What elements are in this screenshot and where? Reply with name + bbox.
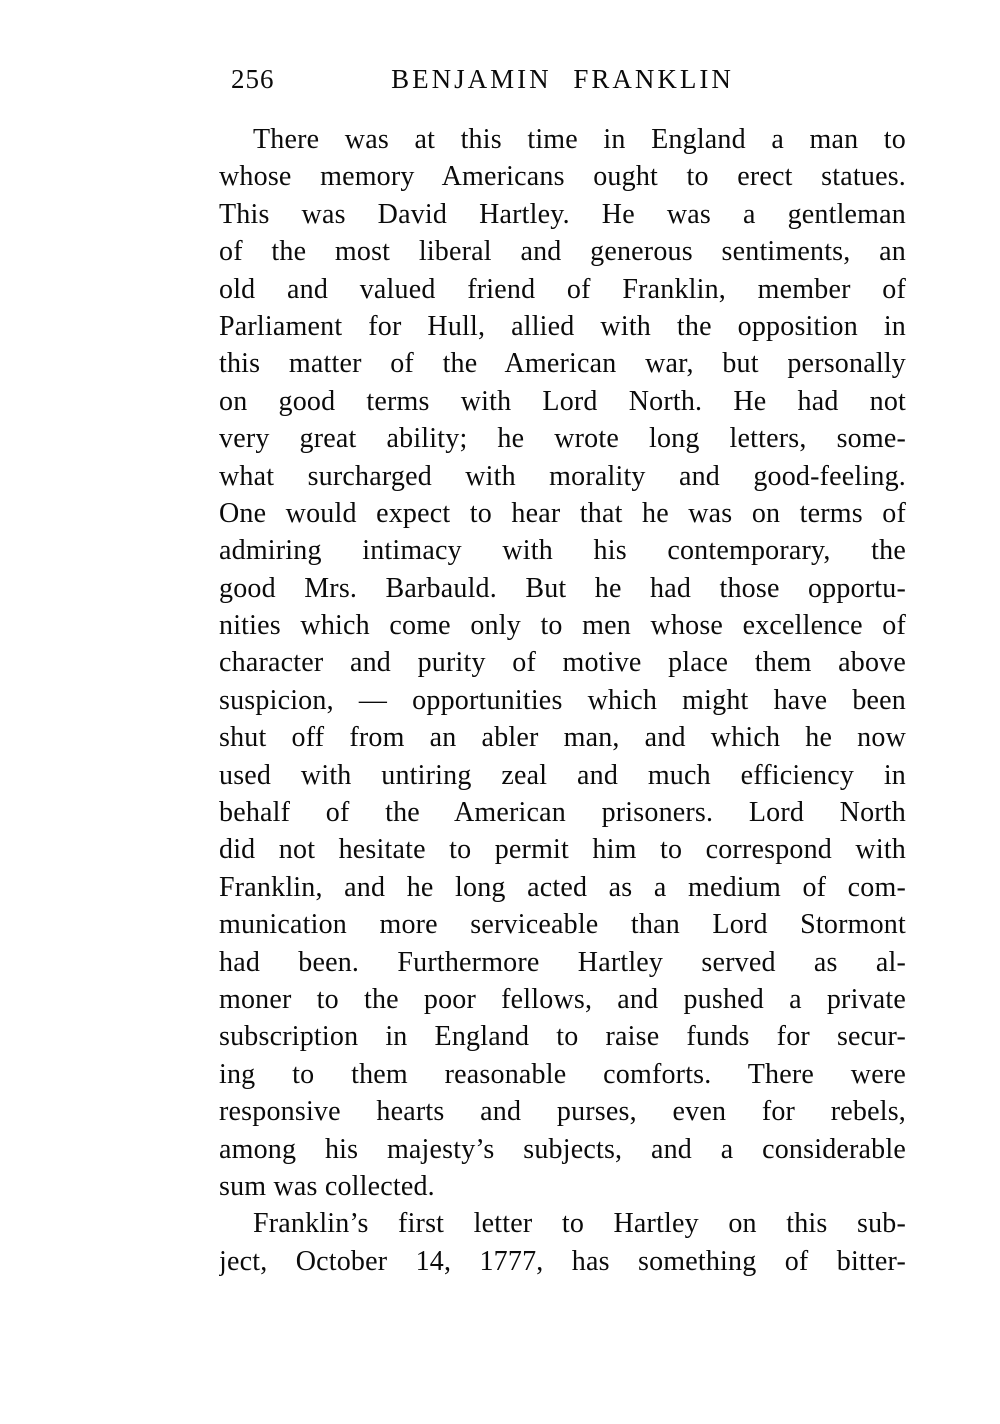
paragraph xyxy=(219,1205,906,1280)
text-line: did not hesitate to permit him to correspond with xyxy=(219,834,906,866)
text-line: suspicion, — opportunities which might have been xyxy=(219,684,906,716)
text-line: munication more serviceable than Lord Stormont xyxy=(219,909,906,941)
text-line: subscription in England to raise funds for secur- xyxy=(219,1021,906,1053)
text-line: admiring intimacy with his contemporary, the xyxy=(219,535,906,567)
text-line: whose memory Americans ought to erect statues. xyxy=(219,161,906,193)
running-header: BENJAMIN FRANKLIN xyxy=(391,64,734,94)
text-line: on good terms with Lord North. He had not xyxy=(219,385,906,417)
text-line: shut off from an abler man, and which he now xyxy=(219,722,906,754)
text-line: There was at this time in England a man to xyxy=(253,124,906,155)
text-line: character and purity of motive place them above xyxy=(219,647,906,679)
page-body xyxy=(219,121,906,1280)
text-line: of the most liberal and generous sentiments, an xyxy=(219,236,906,268)
text-line: Franklin’s first letter to Hartley on this sub- xyxy=(253,1208,906,1240)
paragraph xyxy=(219,121,906,1205)
text-line: very great ability; he wrote long letters, some- xyxy=(219,423,906,455)
text-line: this matter of the American war, but personally xyxy=(219,348,906,380)
text-line: Franklin, and he long acted as a medium of com- xyxy=(219,871,906,903)
text-line: old and valued friend of Franklin, member of xyxy=(219,273,906,305)
text-line: moner to the poor fellows, and pushed a private xyxy=(219,983,906,1015)
text-line: used with untiring zeal and much efficiency in xyxy=(219,759,906,791)
text-column xyxy=(219,64,906,1280)
text-line: among his majesty’s subjects, and a considerable xyxy=(219,1133,906,1165)
text-line: sum was collected. xyxy=(219,1170,435,1202)
text-line: This was David Hartley. He was a gentleman xyxy=(219,198,906,230)
text-line: ing to them reasonable comforts. There were xyxy=(219,1058,906,1090)
text-line: One would expect to hear that he was on terms of xyxy=(219,497,906,529)
text-line: behalf of the American prisoners. Lord North xyxy=(219,797,906,829)
text-line: responsive hearts and purses, even for rebels, xyxy=(219,1096,906,1128)
text-line: Parliament for Hull, allied with the opposition in xyxy=(219,310,906,342)
page-header xyxy=(219,64,906,96)
page-number: 256 xyxy=(231,64,275,94)
text-line: what surcharged with morality and good-feeling. xyxy=(219,460,906,492)
text-line: nities which come only to men whose excellence of xyxy=(219,610,906,642)
text-line: had been. Furthermore Hartley served as al- xyxy=(219,946,906,978)
text-line: good Mrs. Barbauld. But he had those opportu- xyxy=(219,572,906,604)
text-line: ject, October 14, 1777, has something of bitter- xyxy=(219,1245,906,1277)
